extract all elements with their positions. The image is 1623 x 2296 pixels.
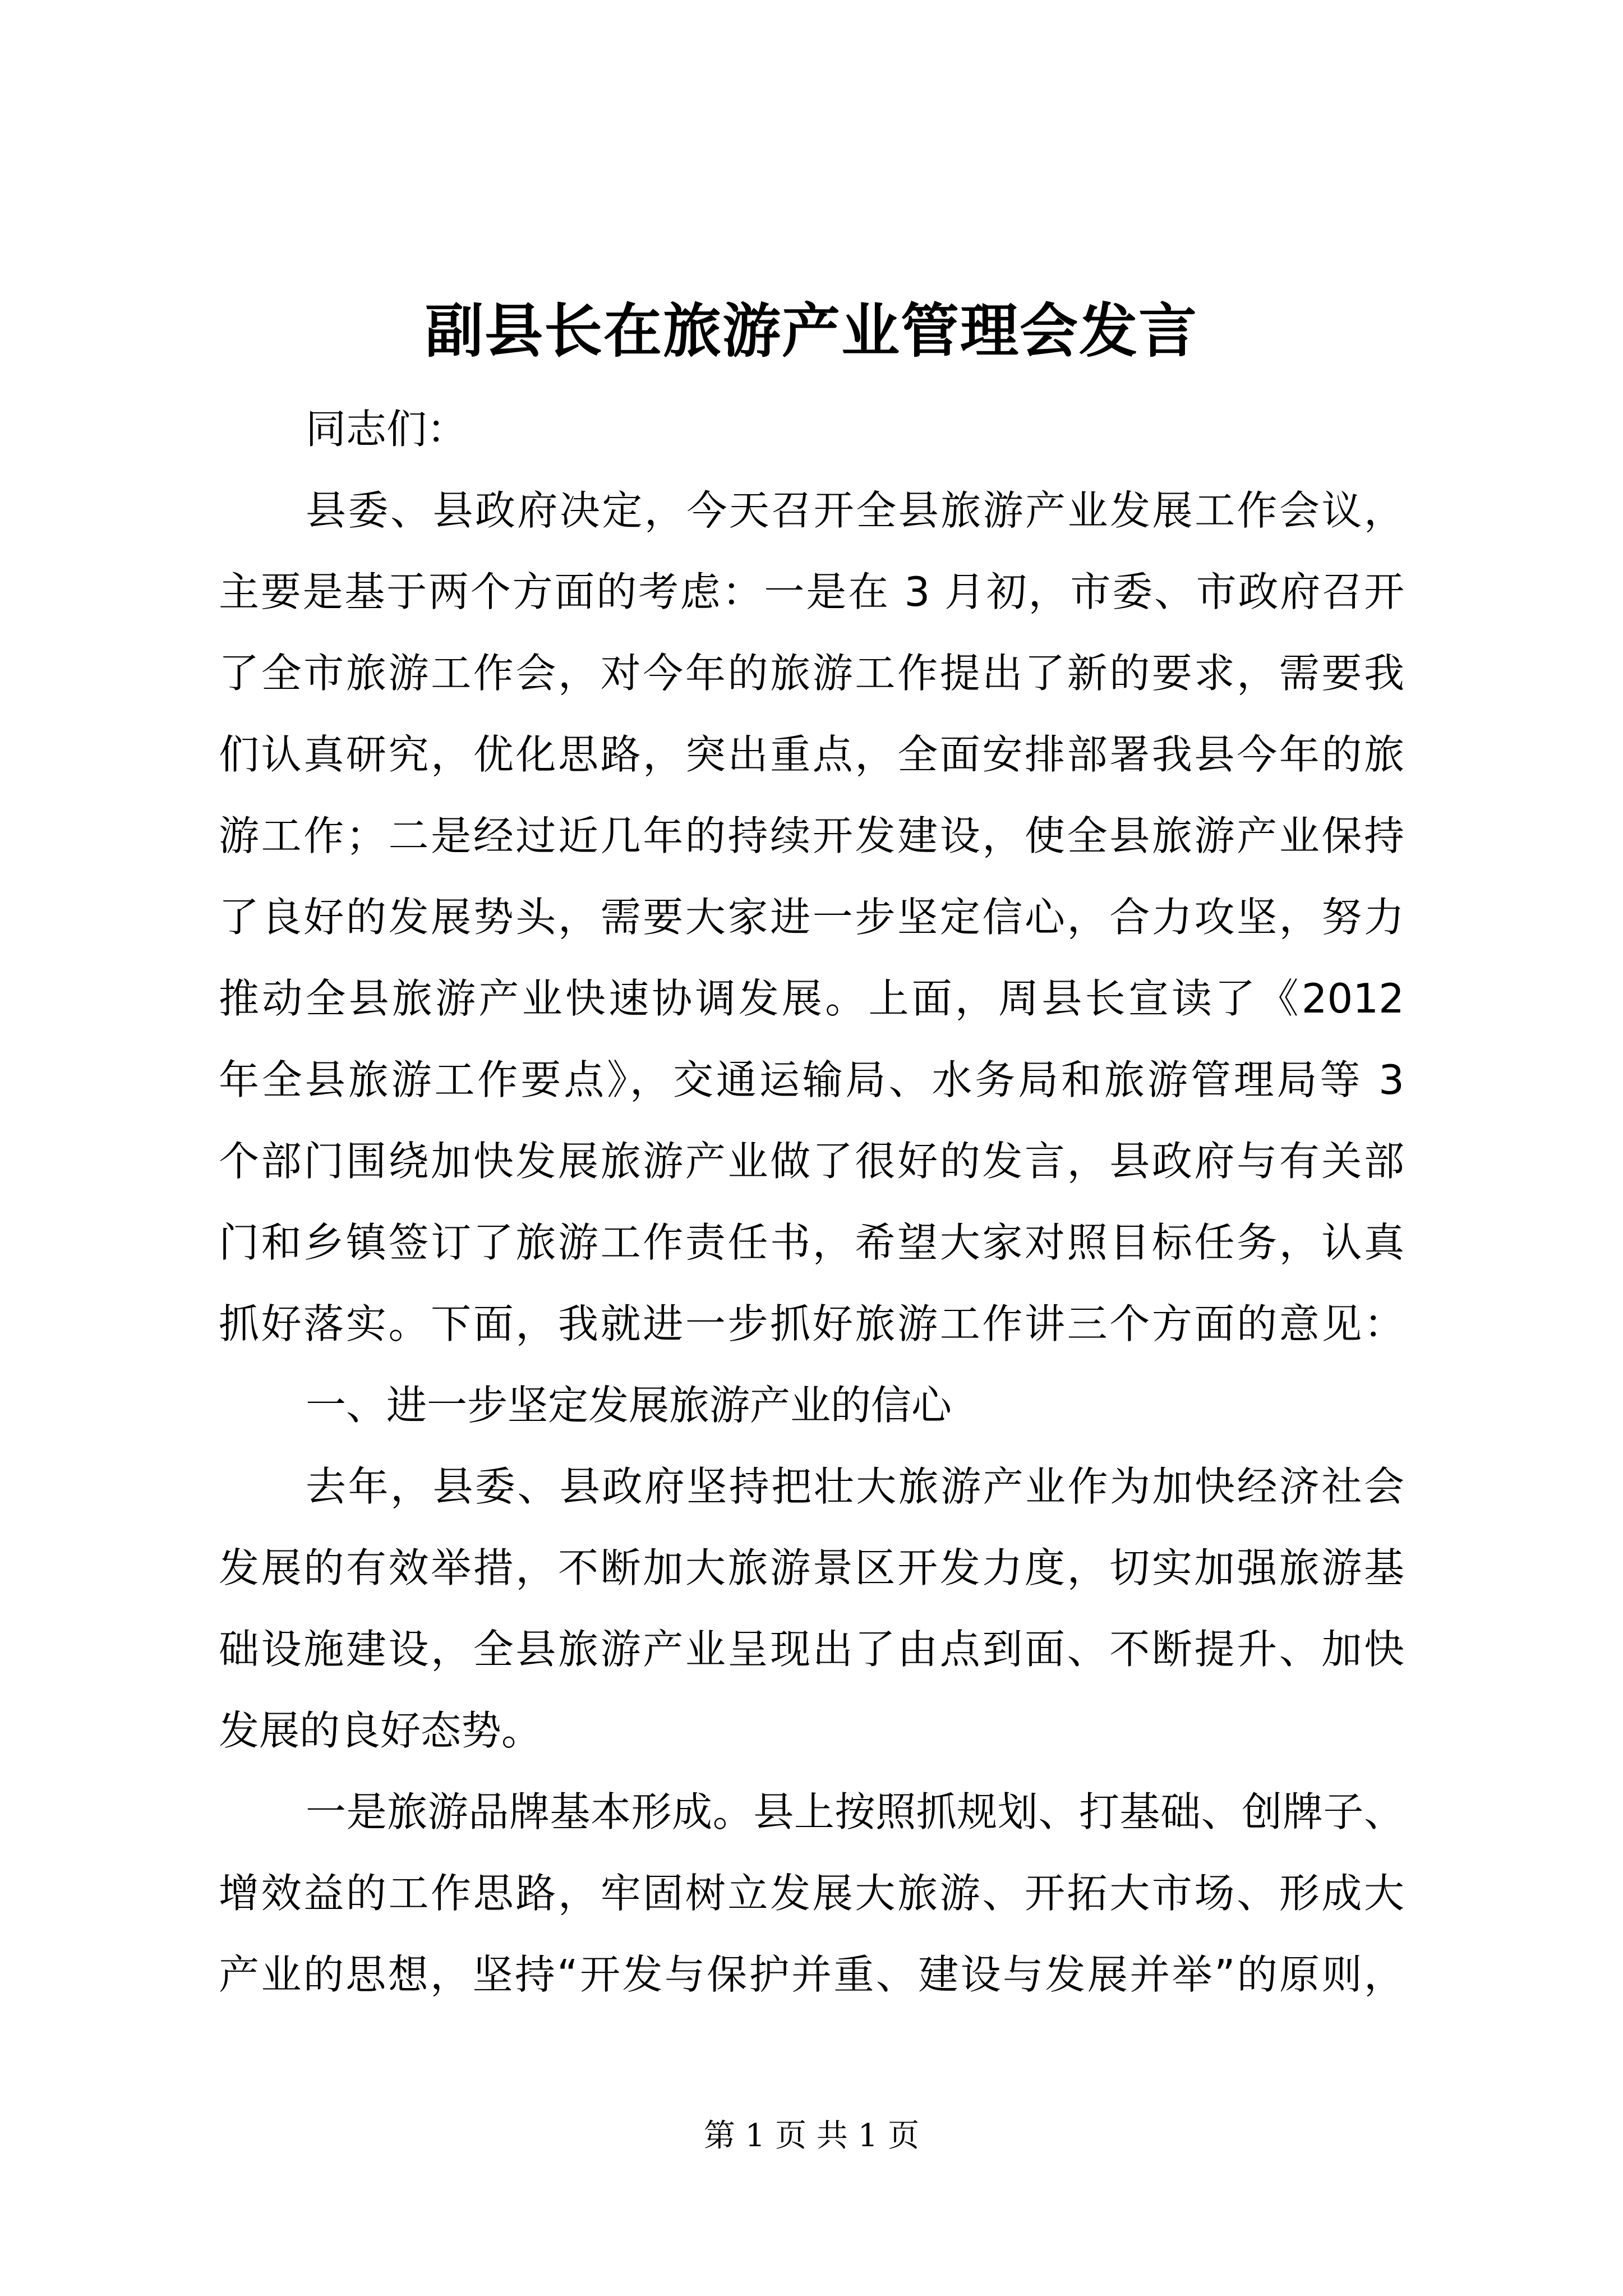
text-line: 础设施建设，全县旅游产业呈现出了由点到面、不断提升、加快 <box>219 1626 1404 1673</box>
document-title: 副县长在旅游产业管理会发言 <box>425 296 1198 365</box>
text-line: 游工作；二是经过近几年的持续开发建设，使全县旅游产业保持 <box>219 812 1404 859</box>
text-line: 们认真研究，优化思路，突出重点，全面安排部署我县今年的旅 <box>219 731 1404 778</box>
text-line: 门和乡镇签订了旅游工作责任书，希望大家对照目标任务，认真 <box>219 1219 1404 1266</box>
text-line: 产业的思想，坚持“开发与保护并重、建设与发展并举”的原则， <box>219 1951 1404 1998</box>
text-line: 一是旅游品牌基本形成。县上按照抓规划、打基础、创牌子、 <box>306 1788 1404 1835</box>
text-line: 发展的有效举措，不断加大旅游景区开发力度，切实加强旅游基 <box>219 1544 1404 1591</box>
text-line: 去年，县委、县政府坚持把壮大旅游产业作为加快经济社会 <box>306 1463 1404 1510</box>
text-line: 推动全县旅游产业快速协调发展。上面，周县长宣读了《2012 <box>219 975 1404 1022</box>
section-heading: 一、进一步坚定发展旅游产业的信心 <box>306 1382 952 1429</box>
text-line: 县委、县政府决定，今天召开全县旅游产业发展工作会议， <box>306 487 1404 534</box>
text-line: 了良好的发展势头，需要大家进一步坚定信心，合力攻坚，努力 <box>219 894 1404 941</box>
page-footer: 第 1 页 共 1 页 <box>703 2118 920 2154</box>
text-line: 主要是基于两个方面的考虑：一是在 3 月初，市委、市政府召开 <box>219 568 1404 615</box>
text-line-salutation: 同志们： <box>306 406 468 453</box>
text-line: 发展的良好态势。 <box>219 1707 542 1754</box>
text-line: 个部门围绕加快发展旅游产业做了很好的发言，县政府与有关部 <box>219 1138 1404 1185</box>
text-line: 增效益的工作思路，牢固树立发展大旅游、开拓大市场、形成大 <box>219 1870 1404 1917</box>
text-line: 了全市旅游工作会，对今年的旅游工作提出了新的要求，需要我 <box>219 650 1404 697</box>
text-line: 抓好落实。下面，我就进一步抓好旅游工作讲三个方面的意见： <box>219 1300 1404 1347</box>
text-line: 年全县旅游工作要点》，交通运输局、水务局和旅游管理局等 3 <box>219 1056 1404 1103</box>
